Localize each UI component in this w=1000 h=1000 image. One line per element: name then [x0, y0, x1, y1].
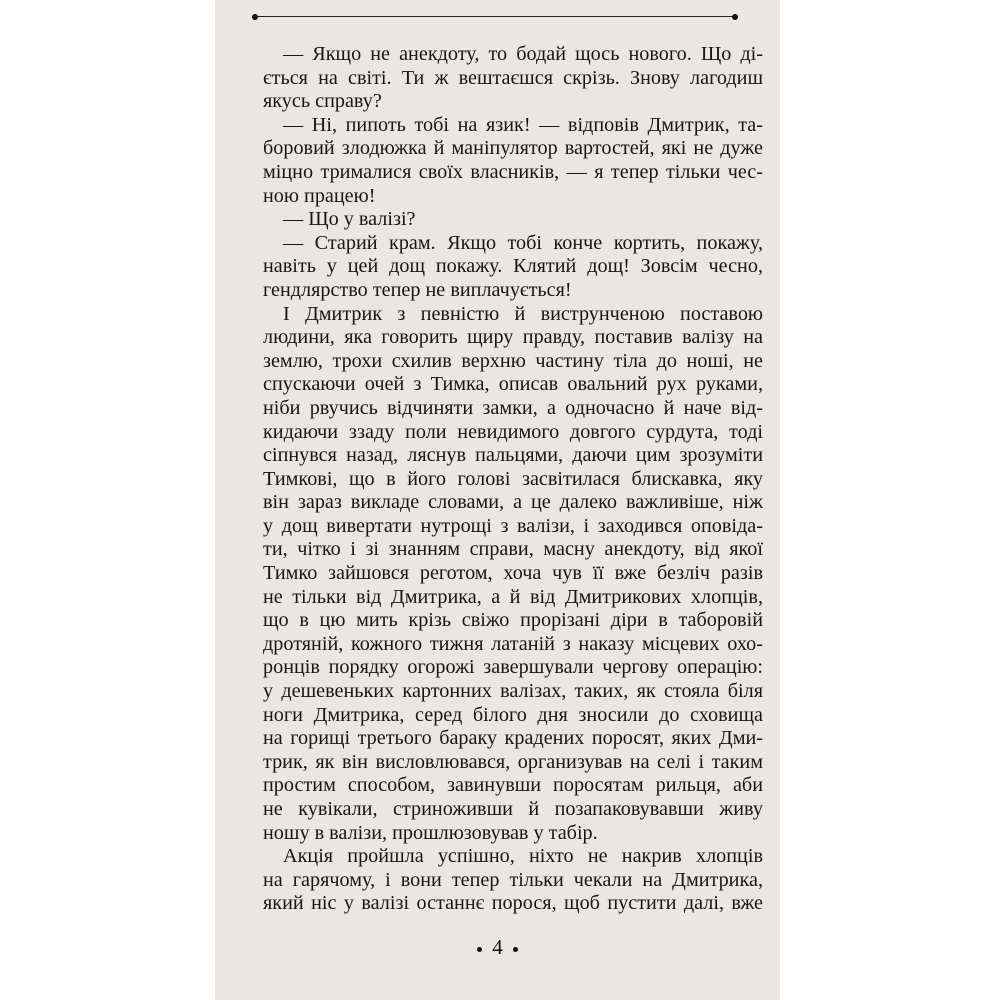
text-line: — Старий крам. Якщо тобі конче кортить, покажу, — [283, 231, 763, 254]
text-line: ношу в валізи, прошлюзовував у табір. — [263, 821, 598, 844]
text-line: кидаючи ззаду поли невидимого довгого сурдута, тоді — [263, 420, 763, 443]
footer-bullet-left — [477, 947, 482, 952]
text-line: у дешевеньких картонних валізах, таких, як стояла біля — [263, 680, 763, 703]
text-line: І Дмитрик з певністю й виструнченою поставою — [283, 302, 763, 325]
body-text — [263, 43, 763, 916]
text-line: Тимко зайшовся реготом, хоча чув її вже безліч разів — [263, 562, 763, 585]
text-line: якусь справу? — [263, 90, 382, 113]
text-line: — Ні, пипоть тобі на язик! — відповів Дмитрик, та- — [283, 113, 763, 136]
text-line: ти, чітко і зі знанням справи, масну анекдоту, від якої — [263, 538, 763, 561]
text-line: у дощ вивертати нутрощі з валізи, і заходився оповіда- — [263, 514, 763, 537]
text-line: боровий злодюжка й маніпулятор вартостей, які не дуже — [263, 137, 763, 160]
text-line: — Що у валізі? — [283, 208, 416, 231]
text-line: Тимкові, що в його голові засвітилася блискавка, яку — [263, 467, 763, 490]
text-line: він зараз викладе словами, а це далеко важливіше, ніж — [263, 491, 763, 514]
text-line: не тільки від Дмитрика, а й від Дмитрикових хлопців, — [263, 585, 763, 608]
text-line: сіпнувся назад, ляснув пальцями, даючи цим зрозуміти — [263, 444, 763, 467]
text-line: ється на світі. Ти ж вештаєшся скрізь. Знову лагодиш — [263, 66, 763, 89]
text-line: Акція пройшла успішно, ніхто не накрив хлопців — [283, 845, 763, 868]
text-line: трик, як він висловлювався, организував на селі і таким — [263, 750, 763, 773]
text-line: ноги Дмитрика, серед білого дня зносили до сховища — [263, 703, 763, 726]
text-line: міцно трималися своїх власників, — я тепер тільки чес- — [263, 160, 763, 183]
footer-bullet-right — [513, 947, 518, 952]
header-dot-left — [252, 14, 258, 20]
text-line: ронців порядку огорожі завершували чергову операцію: — [263, 656, 763, 679]
text-line: на горищі третього бараку крадених поросят, яких Дми- — [263, 727, 763, 750]
book-page — [215, 0, 780, 1000]
text-line: простим способом, завинувши поросятам рильця, аби — [263, 774, 763, 797]
header-rule — [255, 16, 735, 17]
text-line: який ніс у валізі останнє порося, щоб пустити далі, вже — [263, 892, 763, 915]
page-footer — [215, 935, 780, 960]
text-line: ніби рвучись відчиняти замки, а одночасно й наче від- — [263, 396, 763, 419]
text-line: людини, яка говорить щиру правду, поставив валізу на — [263, 326, 763, 349]
text-line: дротяній, кожного тижня латаній з наказу місцевих охо- — [263, 632, 763, 655]
text-line: землю, трохи схилив верхню частину тіла до ноші, не — [263, 349, 763, 372]
text-line: — Якщо не анекдоту, то бодай щось нового. Що ді- — [283, 43, 763, 65]
text-line: спускаючи очей з Тимка, описав овальний рух руками, — [263, 373, 763, 396]
text-line: ною працею! — [263, 184, 376, 207]
page-number: 4 — [492, 935, 503, 959]
text-line: на гарячому, і вони тепер тільки чекали на Дмитрика, — [263, 868, 763, 891]
text-line: навіть у цей дощ покажу. Клятий дощ! Зовсім чесно, — [263, 255, 763, 278]
header-dot-right — [732, 14, 738, 20]
text-line: що в цю мить крізь свіжо прорізані діри в таборовій — [263, 609, 763, 632]
text-line: гендлярство тепер не виплачується! — [263, 278, 572, 301]
text-line: не кувікали, стриноживши й позапаковувавши живу — [263, 798, 763, 820]
